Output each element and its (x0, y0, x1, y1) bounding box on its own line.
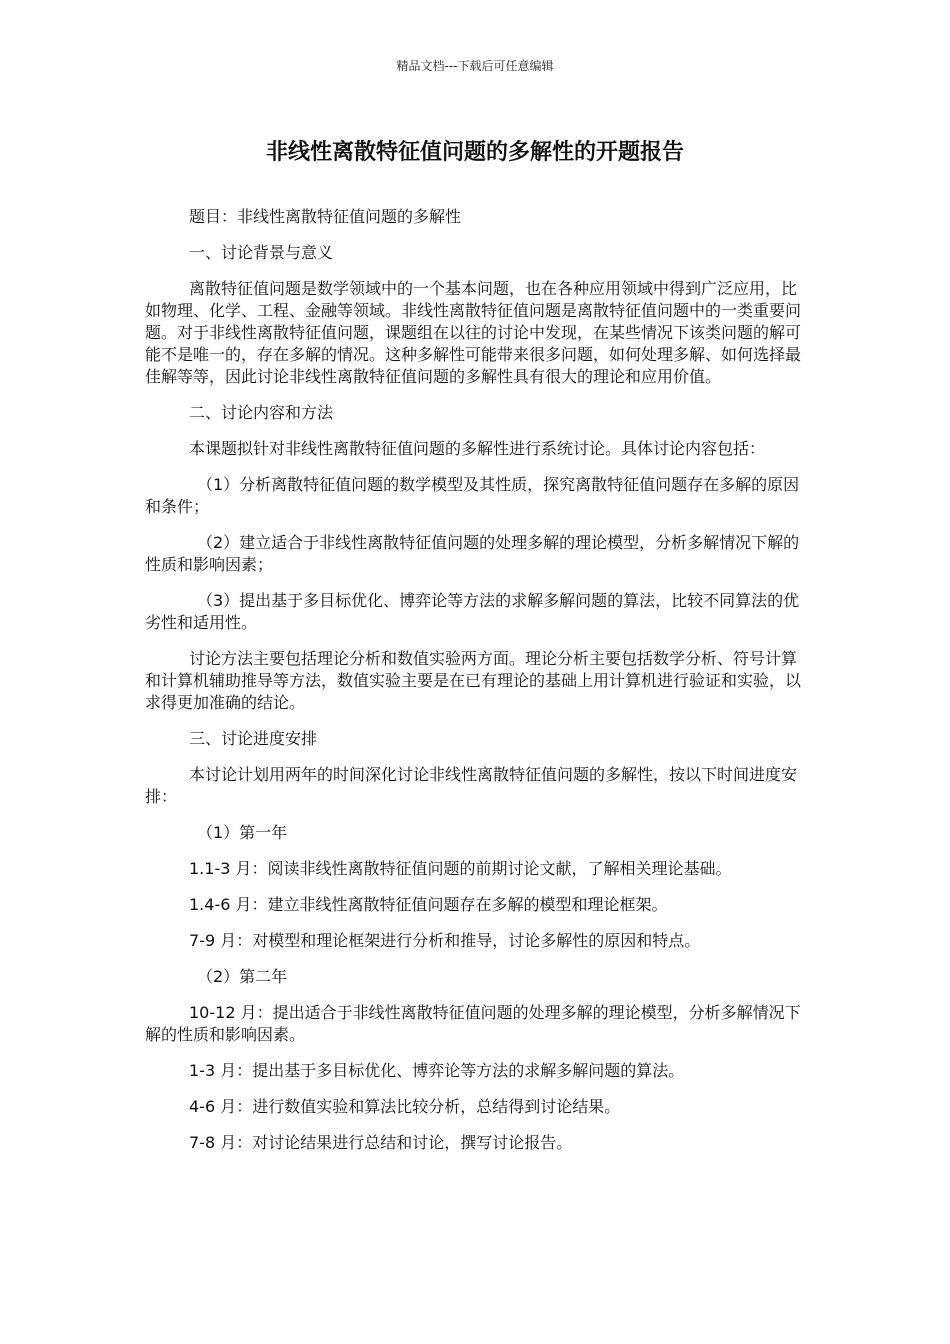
schedule-intro-paragraph: 本讨论计划用两年的时间深化讨论非线性离散特征值问题的多解性，按以下时间进度安排： (145, 765, 798, 806)
document-title: 非线性离散特征值问题的多解性的开题报告 (265, 140, 684, 165)
schedule-item: 7-9 月：对模型和理论框架进行分析和推导，讨论多解性的原因和特点。 (189, 931, 701, 950)
schedule-year-2: （2）第二年 (197, 967, 288, 986)
section-heading-schedule: 三、讨论进度安排 (189, 729, 318, 748)
schedule-item: 1.1-3 月：阅读非线性离散特征值问题的前期讨论文献，了解相关理论基础。 (189, 859, 732, 878)
method-paragraph: 讨论方法主要包括理论分析和数值实验两方面。理论分析主要包括数学分析、符号计算和计算机辅助推导等方法，数值实验主要是在已有理论的基础上用计算机进行验证和实验，以求得更加准确的结论。 (145, 649, 802, 712)
schedule-item: 10-12 月：提出适合于非线性离散特征值问题的处理多解的理论模型，分析多解情况下解的性质和影响因素。 (145, 1003, 801, 1044)
section-heading-content: 二、讨论内容和方法 (189, 403, 334, 422)
content-intro-paragraph: 本课题拟针对非线性离散特征值问题的多解性进行系统讨论。具体讨论内容包括： (189, 439, 766, 458)
section-heading-background: 一、讨论背景与意义 (189, 243, 334, 262)
page-header: 精品文档---下载后可任意编辑 (396, 59, 554, 73)
schedule-item: 4-6 月：进行数值实验和算法比较分析，总结得到讨论结果。 (189, 1097, 621, 1116)
content-item-1: （1）分析离散特征值问题的数学模型及其性质，探究离散特征值问题存在多解的原因和条件； (145, 475, 800, 516)
schedule-item: 7-8 月：对讨论结果进行总结和讨论，撰写讨论报告。 (189, 1133, 573, 1152)
topic-line: 题目：非线性离散特征值问题的多解性 (189, 207, 462, 226)
schedule-year-1: （1）第一年 (197, 823, 288, 842)
schedule-item: 1-3 月：提出基于多目标优化、博弈论等方法的求解多解问题的算法。 (189, 1061, 685, 1080)
schedule-item: 1.4-6 月：建立非线性离散特征值问题存在多解的模型和理论框架。 (189, 895, 668, 914)
content-item-2: （2）建立适合于非线性离散特征值问题的处理多解的理论模型，分析多解情况下解的性质和影响因素； (145, 533, 800, 574)
content-item-3: （3）提出基于多目标优化、博弈论等方法的求解多解问题的算法，比较不同算法的优劣性和适用性。 (145, 591, 800, 632)
background-paragraph: 离散特征值问题是数学领域中的一个基本问题，也在各种应用领域中得到广泛应用，比如物理、化学、工程、金融等领域。非线性离散特征值问题是离散特征值问题中的一类重要问题。对于非线性离散特征值问题，课题组在以往的讨论中发现，在某些情况下该类问题的解可能不是唯一的，存在多解的情况。这种多解性可能带来很多问题，如何处理多解、如何选择最佳解等等，因此讨论非线性离散特征值问题的多解性具有很大的理论和应用价值。 (145, 279, 802, 386)
document-body (145, 206, 810, 1168)
